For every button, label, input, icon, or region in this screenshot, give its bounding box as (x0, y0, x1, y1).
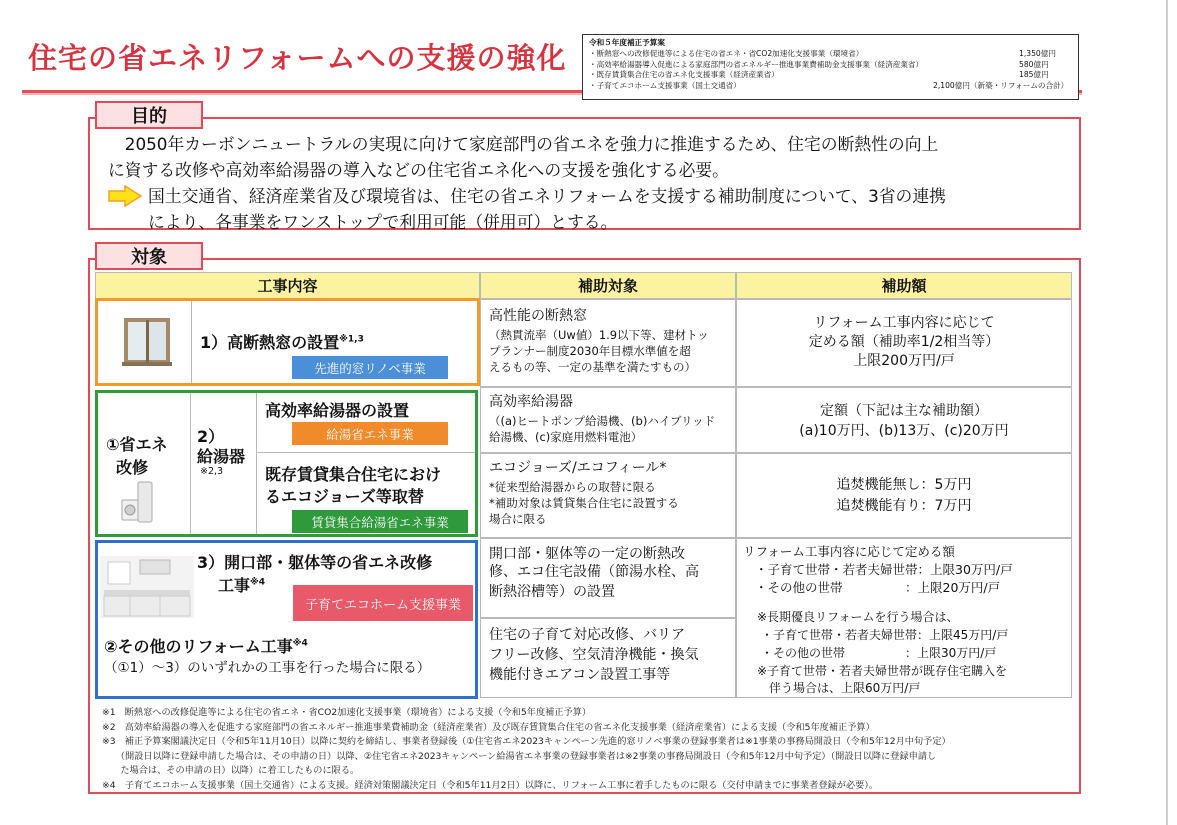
row2a-label: 高効率給湯器の設置 (265, 401, 410, 420)
footnote: ※1 断熱窓への改修促進等による住宅の省エネ・省CO2加速化支援事業（環境省）による支援（令和5年度補正予算） (102, 707, 592, 718)
row3-amount-cell: リフォーム工事内容に応じて定める額 ・子育て世帯・若者夫婦世帯：上限30万円/戸 ・その他の世帯 ：上限20万円/戸 ※長期優良リフォームを行う場合は、 ・子育て世帯・若者夫婦世帯：上限45万円/戸 ・その他の世帯 ：上限30万円/戸 ※子育て世帯・若者夫婦世帯が既存住宅購入を 伴う場合は、上限60万円/戸 (736, 538, 1072, 698)
purpose-conclusion (108, 183, 1059, 235)
group-label-2: 改修 (116, 458, 149, 477)
row2b-label-2: るエコジョーズ等取替 (265, 487, 424, 506)
row4-sub: （①1）～3）のいずれかの工事を行った場合に限る） (104, 660, 431, 676)
row3-subject-cell: 開口部・躯体等の一定の断熱改 修、エコ住宅設備（節湯水栓、高 断熱浴槽等）の設置 (480, 538, 736, 618)
kitchen-icon (100, 556, 194, 618)
purpose-tag: 目的 (95, 101, 203, 129)
badge-heater-energy: 給湯省エネ事業 (292, 422, 448, 445)
budget-heading: 令和５年度補正予算案 (589, 38, 665, 47)
purpose-text-2: に資する改修や高効率給湯器の導入などの住宅省エネ化への支援を強化する必要。 (108, 160, 729, 180)
badge-kosodate-ecohome: 子育てエコホーム支援事業 (293, 585, 473, 621)
badge-rental-heater: 賃貸集合給湯省エネ事業 (292, 510, 468, 533)
row2-label-b: 給湯器 (197, 447, 246, 466)
budget-row: ・断熱窓への改修促進等による住宅の省エネ・省CO2加速化支援事業（環境省） 1,350億円 (589, 48, 1056, 58)
footnotes (102, 706, 951, 793)
header-work: 工事内容 (95, 272, 480, 299)
row1-amount-cell: リフォーム工事内容に応じて 定める額（補助率1/2相当等） 上限200万円/戸 (736, 299, 1072, 387)
arrow-right-icon (108, 185, 142, 207)
row2-label-a: 2） (197, 427, 225, 446)
header-subject: 補助対象 (480, 272, 736, 299)
footnote: ※3 補正予算案閣議決定日（令和5年11月10日）以降に契約を締結し、事業者登録後（①住宅省エネ2023キャンペーン先進的窓リノベ事業の登録事業者は※1事業の事務局開設日（令和5年12月中旬予定） (102, 736, 951, 747)
row1-label: 1）高断熱窓の設置$^{※1,3}$ (200, 333, 364, 352)
target-tag: 対象 (95, 242, 203, 270)
footnote: ※2 高効率給湯器の導入を促進する家庭部門の省エネルギー推進事業費補助金（経済産業省）及び既存賃貸集合住宅の省エネ化支援事業（経済産業省）による支援（令和5年度補正予算） (102, 721, 875, 733)
row4-label: ②その他のリフォーム工事$^{※4}$ (104, 637, 308, 656)
budget-row: ・高効率給湯器導入促進による家庭部門の省エネルギー推進事業費補助金支援事業（経済産業省） 580億円 (589, 59, 1049, 69)
budget-row: ・子育てエコホーム支援事業（国土交通省） 2,100億円（新築・リフォームの合計） (589, 81, 1069, 91)
footnote: （開設日以降に登録申請した場合は、その申請の日）以降、②住宅省エネ2023キャンペーン給湯省エネ事業の登録事業者は※2事業の事務局開設日（令和5年12月中旬予定）（開設日以降に登録申請し (102, 750, 937, 762)
footnote: た場合は、その申請の日）以降）に着工したものに限る。 (102, 765, 360, 776)
row2-note: ※2,3 (200, 466, 224, 477)
row2a-subject-cell: 高効率給湯器 （(a)ヒートポンプ給湯機、(b)ハイブリッド 給湯機、(c)家庭用燃料電池） (480, 387, 736, 453)
header-amount: 補助額 (736, 272, 1072, 299)
badge-window-renovation: 先進的窓リノベ事業 (292, 356, 448, 379)
row3-label-b: 工事$^{※4}$ (218, 576, 266, 595)
page-edge-line (1166, 0, 1168, 825)
purpose-box (88, 117, 1081, 230)
row2b-subject-cell: エコジョーズ/エコフィール* *従来型給湯器からの取替に限る *補助対象は賃貸集合住宅に設置する 場合に限る (480, 453, 736, 538)
row1-subject-cell: 高性能の断熱窓 （熱貫流率（Uw値）1.9以下等、建材トッ プランナー制度2030年目標水準値を超 えるもの等、一定の基準を満たすもの） (480, 299, 736, 387)
row4-subject-cell: 住宅の子育て対応改修、バリア フリー改修、空気清浄機能・換気 機能付きエアコン設置工事等 (480, 618, 736, 698)
row2a-amount-cell: 定額（下記は主な補助額） (a)10万円、(b)13万、(c)20万円 (736, 387, 1072, 453)
row3-label-a: 3）開口部・躯体等の省エネ改修 (197, 553, 433, 572)
water-heater-icon (120, 480, 160, 524)
group-label-1: ①省エネ (106, 435, 168, 454)
purpose-text-4: により、各事業をワンストップで利用可能（併用可）とする。 (148, 212, 618, 232)
page-title: 住宅の省エネリフォームへの支援の強化 (28, 41, 567, 75)
row2b-label-1: 既存賃貸集合住宅におけ (265, 465, 442, 484)
budget-row: ・既存賃貸集合住宅の省エネ化支援事業（経済産業省） 185億円 (589, 70, 1049, 80)
window-icon (122, 316, 172, 368)
row2b-amount-cell: 追焚機能無し：5万円 追焚機能有り：7万円 (736, 453, 1072, 538)
purpose-text-1: 2050年カーボンニュートラルの実現に向けて家庭部門の省エネを強力に推進するため、住宅の断熱性の向上 (108, 134, 939, 154)
budget-box (582, 34, 1079, 100)
purpose-text-3: 国土交通省、経済産業省及び環境省は、住宅の省エネリフォームを支援する補助制度について、3省の連携 (148, 186, 946, 206)
footnote: ※4 子育てエコホーム支援事業（国土交通省）による支援。経済対策閣議決定日（令和5年11月2日）以降に、リフォーム工事に着手したものに限る（交付申請までに事業者登録が必要）。 (102, 779, 879, 791)
